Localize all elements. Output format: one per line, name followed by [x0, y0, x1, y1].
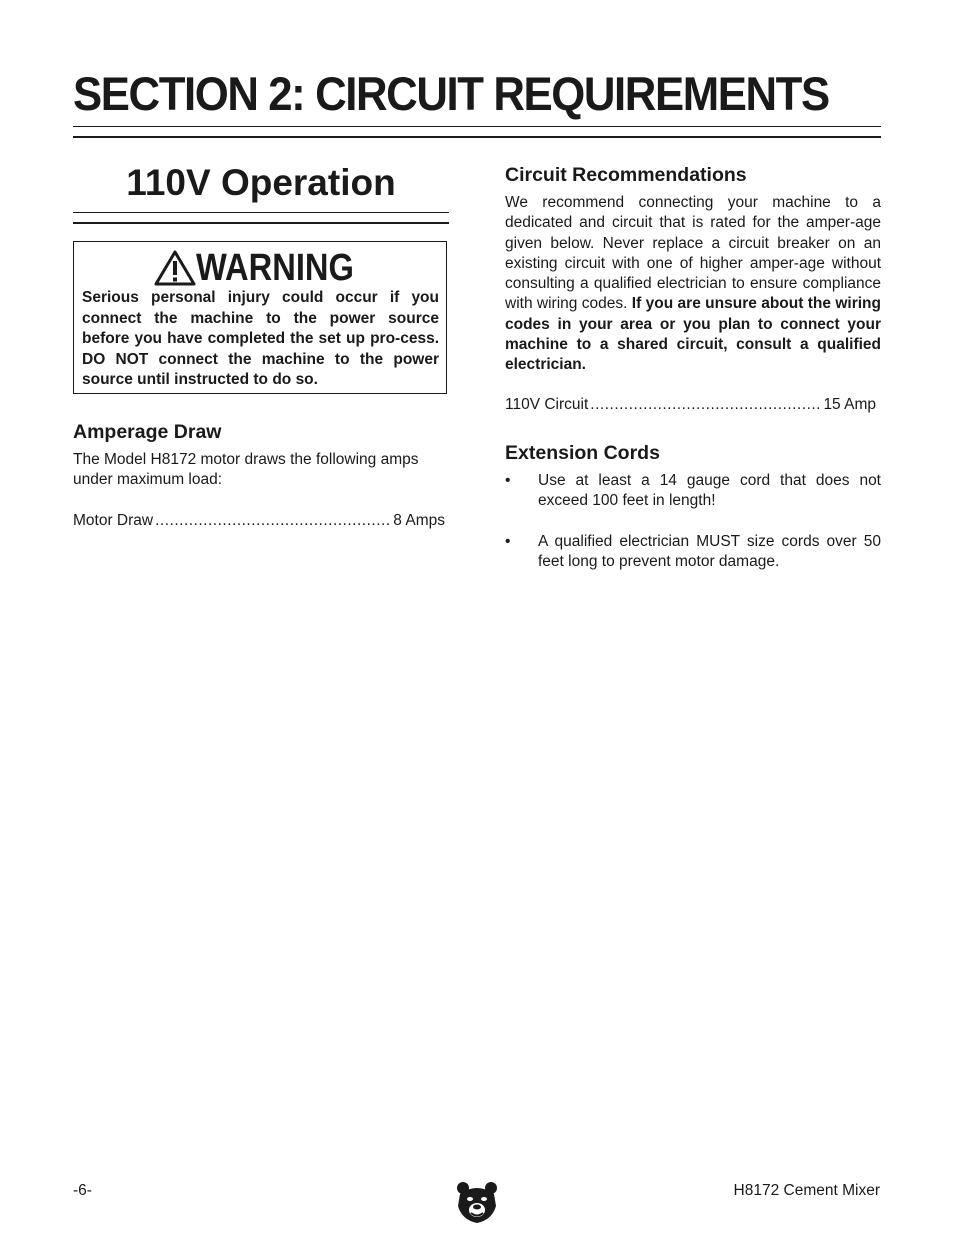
- leader-dots: [155, 511, 391, 531]
- operation-rule-top: [73, 212, 449, 213]
- bullet-text: A qualified electrician MUST size cords over 50 feet long to prevent motor damage.: [538, 533, 881, 571]
- bullet-text: Use at least a 14 gauge cord that does not exceed 100 feet in length!: [538, 472, 881, 510]
- header-rule-bottom: [73, 136, 881, 138]
- warning-triangle-icon: [154, 250, 196, 286]
- page-number: -6-: [73, 1182, 92, 1199]
- section-title: SECTION 2: CIRCUIT REQUIREMENTS: [73, 67, 829, 120]
- circuit-heading: Circuit Recommendations: [505, 164, 747, 186]
- amperage-text: The Model H8172 motor draws the following amps under maximum load:: [73, 451, 419, 489]
- bear-head-logo-icon: [456, 1180, 498, 1224]
- list-item: [505, 471, 881, 512]
- list-item: [505, 532, 881, 573]
- amperage-heading: Amperage Draw: [73, 421, 222, 443]
- extension-heading: Extension Cords: [505, 442, 660, 464]
- bullet-symbol: •: [505, 472, 511, 489]
- circuit-text-plain: We recommend connecting your machine to a dedicated and circuit that is rated for the amper-age given below. Never replace a circuit breaker on an existing circuit with one of higher amper-age without consulting a qualified electrician to ensure compliance with wiring codes.: [505, 194, 881, 313]
- motor-draw-value: 8 Amps: [393, 512, 445, 529]
- circuit-text: [505, 193, 881, 376]
- warning-box: [73, 241, 447, 394]
- circuit-text-bold: If you are unsure about the wiring codes in your area or you plan to connect your machine to a shared circuit, consult a qualified electrician.: [505, 295, 881, 374]
- leader-dots: [590, 395, 821, 415]
- motor-draw-label: Motor Draw: [73, 512, 154, 529]
- header-rule-top: [73, 126, 881, 127]
- motor-draw-row: [73, 511, 445, 531]
- circuit-rating-row: [505, 395, 876, 415]
- operation-title: 110V Operation: [126, 162, 396, 203]
- bullet-symbol: •: [505, 533, 511, 550]
- circuit-rating-label: 110V Circuit: [505, 396, 589, 413]
- operation-rule-bottom: [73, 222, 449, 224]
- warning-text: Serious personal injury could occur if you connect the machine to the power source before you have completed the set up pro-cess. DO NOT connect the machine to the power source until instructed to do so.: [82, 289, 439, 388]
- warning-header: [154, 246, 380, 290]
- product-name: H8172 Cement Mixer: [733, 1182, 880, 1199]
- warning-label: WARNING: [196, 247, 354, 289]
- circuit-rating-value: 15 Amp: [823, 396, 876, 413]
